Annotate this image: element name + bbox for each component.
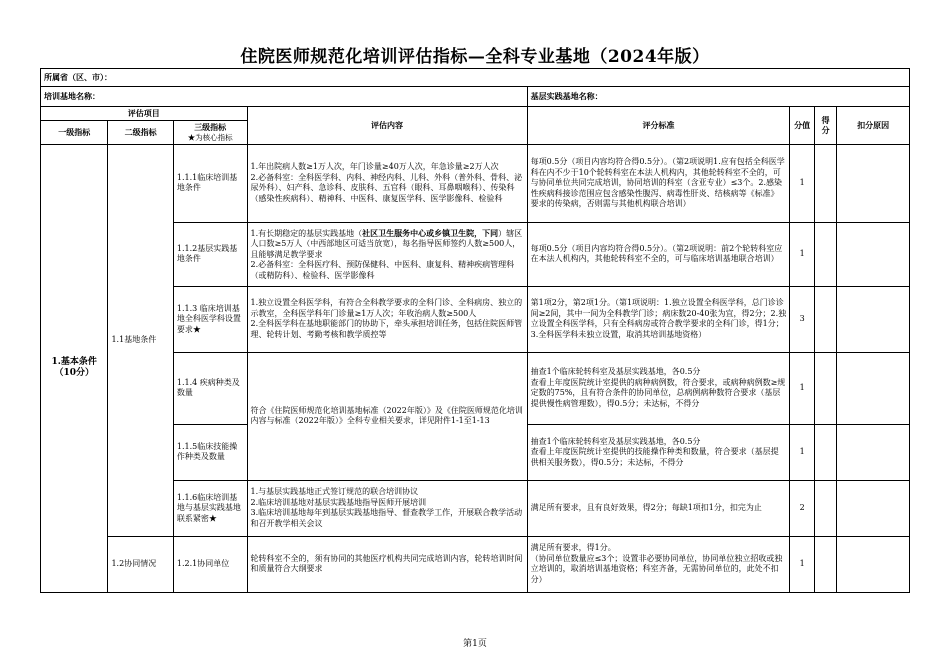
level1-name: 1.基本条件	[51, 356, 97, 367]
standard-cell: 每项0.5分（项目内容均符合得0.5分）。（第2项说明1.应有包括全科医学科在内不少于10个轮转科室在本法人机构内，其他轮转科室不全的，可与协同单位共同完成培训，协同培训的科室（含亚专业）≤3个。2.感染性疾病科接诊范围应包含感染性腹泻、病毒性肝炎、结核病等《标准》要求的传染病，否则需与其他机构联合培训）	[527, 144, 790, 222]
content-part: 1.有长期稳定的基层实践基地（	[250, 228, 363, 238]
got-header: 得分	[814, 107, 836, 145]
score-cell: 1	[790, 424, 815, 480]
content-cell: 1.独立设置全科医学科，有符合全科教学要求的全科门诊、全科病房、独立的示教室，全科医学科年门诊量≥1万人次；年收治病人数≥500人 2.全科医学科在基地职能部门的协助下，牵头承担培训任务，包括住院医师管理、轮转计划、考勤考核和教学质控等	[247, 286, 527, 352]
level3-cell: 1.1.1临床培训基地条件	[173, 144, 247, 222]
level1-cell	[41, 144, 108, 592]
level2-cell-coop: 1.2协同情况	[108, 536, 173, 592]
score-cell: 1	[790, 352, 815, 424]
table-row	[41, 536, 910, 592]
score-cell: 3	[790, 286, 815, 352]
standard-cell: 每项0.5分（项目内容均符合得0.5分）。（第2项说明：前2个轮转科室应在本法人机构内，其他轮转科室不全的，可与临床培训基地联合培训）	[527, 222, 790, 286]
got-cell[interactable]	[814, 286, 836, 352]
level3-cell: 1.1.6临床培训基地与基层实践基地联系紧密★	[173, 480, 247, 536]
score-cell: 1	[790, 536, 815, 592]
level3-cell: 1.1.5临床技能操作种类及数量	[173, 424, 247, 480]
table-row	[41, 144, 910, 222]
score-cell: 1	[790, 144, 815, 222]
content-cell: 轮转科室不全的，须有协同的其他医疗机构共同完成培训内容，轮转培训时间和质量符合大纲要求	[247, 536, 527, 592]
content-header: 评估内容	[247, 107, 527, 145]
content-part: ）辖区人口数≥5万人（中西部地区可适当放宽），每名指导医师签约人数≥500人，且能够满足教学要求 2.必备科室：全科医疗科、预防保健科、中医科、康复科、精神疾病管理科（或精防科）、检验科、医学影像科	[250, 228, 523, 280]
content-cell-merged: 符合《住院医师规范化培训基地标准（2022年版）》及《住院医师规范化培训内容与标准（2022年版）》全科专业相关要求，详见附件1-1至1-13	[247, 352, 527, 480]
page-title: 住院医师规范化培训评估指标—全科专业基地（2024年版）	[240, 47, 710, 67]
got-cell[interactable]	[814, 222, 836, 286]
level1-header: 一级指标	[41, 120, 108, 144]
standard-cell: 满足所有要求，且有良好效果，得2分；每缺1项扣1分，扣完为止	[527, 480, 790, 536]
content-cell: 1.年出院病人数≥1万人次，年门诊量≥40万人次，年急诊量≥2万人次 2.必备科室：全科医学科、内科、神经内科、儿科、外科（普外科、骨科、泌尿外科）、妇产科、急诊科、皮肤科、五官科（眼科、耳鼻咽喉科）、传染科（感染性疾病科）、精神科、中医科、康复医学科、医学影像科、检验科	[247, 144, 527, 222]
level3-cell: 1.2.1协同单位	[173, 536, 247, 592]
level3-cell: 1.1.4 疾病种类及数量	[173, 352, 247, 424]
reason-cell[interactable]	[837, 424, 910, 480]
level3-cell: 1.1.2基层实践基地条件	[173, 222, 247, 286]
level2-cell-base: 1.1基地条件	[108, 144, 173, 536]
content-bold-part: 社区卫生服务中心或乡镇卫生院，下同	[362, 227, 499, 238]
level3-cell: 1.1.3 临床培训基地全科医学科设置要求★	[173, 286, 247, 352]
province-label: 所属省（区、市）：	[41, 69, 910, 87]
evaluation-table	[40, 68, 910, 593]
standard-header: 评分标准	[527, 107, 790, 145]
reason-cell[interactable]	[837, 352, 910, 424]
level1-score: （10分）	[54, 368, 94, 379]
reason-header: 扣分原因	[837, 107, 910, 145]
level2-header: 二级指标	[108, 120, 173, 144]
base-name-label: 培训基地名称：	[41, 87, 528, 107]
level3-header-note: ★为核心指标	[187, 133, 233, 143]
reason-cell[interactable]	[837, 480, 910, 536]
got-cell[interactable]	[814, 144, 836, 222]
score-header: 分值	[790, 107, 815, 145]
reason-cell[interactable]	[837, 536, 910, 592]
standard-cell: 抽查1个临床轮转科室及基层实践基地，各0.5分 查看上年度医院统计室提供的病种病例数，符合要求，或病种病例数≥规定数的75%，且有符合条件的协同单位，总病例病种数符合要求（基层提供慢性病管理数），得0.5分；未达标，不得分	[527, 352, 790, 424]
reason-cell[interactable]	[837, 286, 910, 352]
level3-header-label: 三级指标	[194, 121, 227, 132]
eval-items-header: 评估项目	[41, 107, 248, 121]
content-cell	[247, 222, 527, 286]
level3-header	[173, 120, 247, 144]
got-cell[interactable]	[814, 352, 836, 424]
standard-cell: 抽查1个临床轮转科室及基层实践基地，各0.5分 查看上年度医院统计室提供的技能操作种类和数量，符合要求（基层提供相关服务数），得0.5分；未达标，不得分	[527, 424, 790, 480]
score-cell: 1	[790, 222, 815, 286]
score-cell: 2	[790, 480, 815, 536]
got-cell[interactable]	[814, 424, 836, 480]
reason-cell[interactable]	[837, 144, 910, 222]
got-cell[interactable]	[814, 536, 836, 592]
content-cell: 1.与基层实践基地正式签订规范的联合培训协议 2.临床培训基地对基层实践基地指导医师开展培训 3.临床培训基地每年到基层实践基地指导、督查教学工作，开展联合教学活动和召开教学相关会议	[247, 480, 527, 536]
reason-cell[interactable]	[837, 222, 910, 286]
standard-cell: 第1项2分，第2项1分。（第1项说明：1.独立设置全科医学科，总门诊诊间≥2间，其中一间为全科教学门诊；病床数20-40张为宜，得2分；2.独立设置全科医学科，只有全科病房或符合教学要求的全科门诊，得1分；3.全科医学科未独立设置，取消其培训基地资格）	[527, 286, 790, 352]
primary-base-label: 基层实践基地名称：	[527, 87, 909, 107]
got-cell[interactable]	[814, 480, 836, 536]
standard-cell: 满足所有要求，得1分。 （协同单位数量应≤3个；设置非必要协同单位，协同单位独立招收或独立培训的，取消培训基地资格；科室齐备，无需协同单位的，此处不扣分）	[527, 536, 790, 592]
page-number: 第1页	[463, 639, 487, 649]
